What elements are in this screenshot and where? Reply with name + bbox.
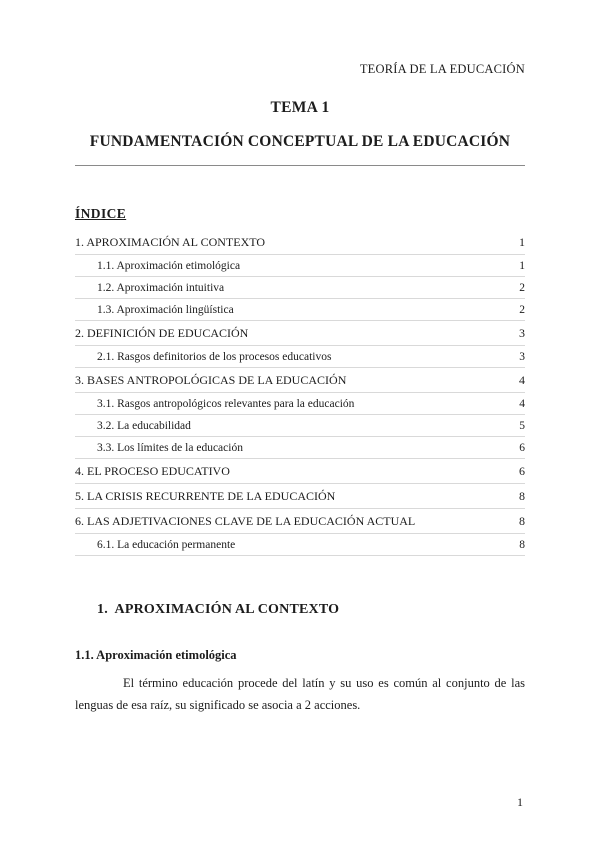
- toc-entry-label: 5. LA CRISIS RECURRENTE DE LA EDUCACIÓN: [75, 489, 336, 503]
- toc-entry-label: 1.1. Aproximación etimológica: [97, 260, 241, 272]
- body-paragraph: El término educación procede del latín y su uso es común al conjunto de las lenguas de esa raíz, su significado se asocia a 2 acciones.: [75, 676, 525, 712]
- toc-entry: [75, 509, 525, 534]
- toc-entry: [75, 255, 525, 277]
- toc-entry-page: 5: [519, 420, 525, 432]
- toc-list: [75, 230, 525, 556]
- toc-entry-page: 6: [519, 442, 525, 454]
- page-number: 1: [517, 795, 523, 809]
- toc-entry-page: 8: [519, 514, 525, 528]
- toc-entry: [75, 346, 525, 368]
- toc-entry-label: 1. APROXIMACIÓN AL CONTEXTO: [75, 235, 266, 249]
- toc-entry: [75, 393, 525, 415]
- toc-entry-page: 4: [519, 373, 525, 387]
- toc-entry: [75, 534, 525, 556]
- toc-entry-page: 2: [519, 304, 525, 316]
- toc-entry-page: 8: [519, 539, 525, 551]
- document-subtitle: FUNDAMENTACIÓN CONCEPTUAL DE LA EDUCACIÓN: [89, 133, 511, 150]
- toc-entry-label: 2. DEFINICIÓN DE EDUCACIÓN: [75, 326, 249, 340]
- toc-entry-label: 3.2. La educabilidad: [97, 420, 191, 432]
- toc-entry-label: 3.3. Los límites de la educación: [97, 442, 243, 454]
- toc-entry: [75, 415, 525, 437]
- toc-entry-page: 1: [519, 235, 525, 249]
- title-divider: [75, 165, 525, 166]
- toc-entry: [75, 299, 525, 321]
- toc-entry-label: 3.1. Rasgos antropológicos relevantes para la educación: [97, 398, 355, 410]
- toc-entry-label: 2.1. Rasgos definitorios de los procesos educativos: [97, 351, 332, 363]
- toc-entry-label: 3. BASES ANTROPOLÓGICAS DE LA EDUCACIÓN: [75, 373, 347, 387]
- toc-entry-label: 1.3. Aproximación lingüística: [97, 304, 234, 316]
- toc-heading: ÍNDICE: [75, 206, 127, 221]
- toc-entry: [75, 230, 525, 255]
- toc-entry: [75, 459, 525, 484]
- toc-entry: [75, 484, 525, 509]
- toc-entry-page: 2: [519, 282, 525, 294]
- toc-entry-page: 8: [519, 489, 525, 503]
- toc-entry-label: 4. EL PROCESO EDUCATIVO: [75, 464, 230, 478]
- toc-entry: [75, 277, 525, 299]
- toc-entry: [75, 437, 525, 459]
- toc-entry-page: 1: [519, 260, 525, 272]
- toc-entry-page: 3: [519, 351, 525, 363]
- document-title: TEMA 1: [270, 99, 330, 116]
- toc-entry-label: 6. LAS ADJETIVACIONES CLAVE DE LA EDUCACIÓN ACTUAL: [75, 514, 416, 528]
- toc-entry-page: 4: [519, 398, 525, 410]
- toc-entry-label: 1.2. Aproximación intuitiva: [97, 282, 225, 294]
- section-heading: 1. APROXIMACIÓN AL CONTEXTO: [97, 602, 340, 617]
- toc-entry-page: 6: [519, 464, 525, 478]
- running-header: TEORÍA DE LA EDUCACIÓN: [359, 62, 525, 76]
- subsection-heading: 1.1. Aproximación etimológica: [75, 648, 237, 662]
- toc-entry: [75, 368, 525, 393]
- toc-entry-label: 6.1. La educación permanente: [97, 539, 236, 551]
- toc-entry: [75, 321, 525, 346]
- toc-entry-page: 3: [519, 326, 525, 340]
